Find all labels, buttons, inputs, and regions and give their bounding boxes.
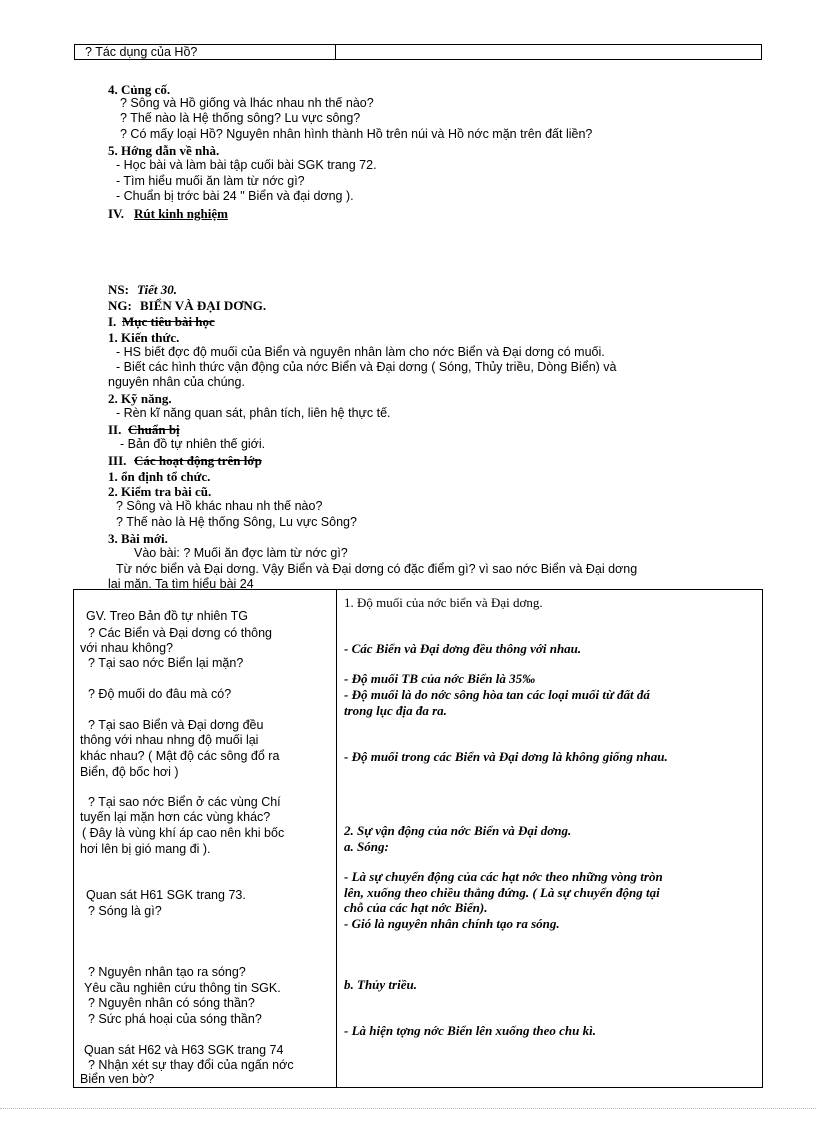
page-bottom-divider [0,1108,816,1109]
review-question-2: ? Thế nào là Hệ thống sông? Lu vực sông? [120,111,361,125]
table-right-line: - Độ muối là do nớc sông hòa tan các loại muối từ đất đá [344,687,650,702]
knowledge-item-2: - Biết các hình thức vận động của nớc Biển và Đại dơng ( Sóng, Thủy triều, Dòng Biển) và [116,360,617,374]
table-right-line: trong lục địa đa ra. [344,703,447,718]
objectives-title: Mục tiêu bài học [122,314,215,329]
homework-item-2: - Tìm hiểu muối ăn làm từ nớc gì? [116,174,305,188]
table-left-line: Biển, độ bốc hơi ) [80,765,179,779]
table-left-line: khác nhau? ( Mật độ các sông đổ ra [80,749,280,763]
prep-item-1: - Bản đồ tự nhiên thế giới. [120,437,266,451]
prep-label: II. [108,422,122,437]
knowledge-item-3: nguyên nhân của chúng. [108,375,245,389]
table-right-line: lên, xuống theo chiều thẳng đứng. ( Là sự chuyển động tại [344,885,660,900]
ns-value: Tiết 30. [137,282,177,297]
column-divider [336,590,337,1087]
activities-title: Các hoạt động trên lớp [134,453,262,468]
skills-item-1: - Rèn kĩ năng quan sát, phân tích, liên hệ thực tế. [116,406,391,420]
check-heading: 2. Kiểm tra bài cũ. [108,484,212,499]
table-right-line: - Độ muối TB của nớc Biển là 35‰ [344,671,536,686]
table-right-line: - Độ muối trong các Biển và Đại dơng là không giống nhau. [344,749,668,764]
table-right-heading: b. Thủy triều. [344,977,417,992]
table-right-heading: 1. Độ muối của nớc biển và Đại dơng. [344,595,543,610]
table-left-line: ? Sóng là gì? [88,904,162,918]
new-lesson-heading: 3. Bài mới. [108,531,168,546]
table-left-line: ? Tại sao nớc Biển ở các vùng Chí [88,795,281,809]
section-iv-label: IV. [108,206,125,221]
table-right-line: chỗ của các hạt nớc Biển). [344,900,488,915]
homework-item-1: - Học bài và làm bài tập cuối bài SGK trang 72. [116,158,377,172]
table-left-line: Quan sát H61 SGK trang 73. [86,888,246,902]
objectives-label: I. [108,314,117,329]
column-divider [335,45,336,59]
table-left-line: ? Nguyên nhân có sóng thần? [88,996,255,1010]
table-left-line: ? Độ muối do đâu mà có? [88,687,232,701]
table-left-line: ? Tại sao nớc Biển lại mặn? [88,656,244,670]
check-question-2: ? Thế nào là Hệ thống Sông, Lu vực Sông? [116,515,357,529]
prep-title: Chuẩn bị [128,422,180,437]
table-left-line: hơi lên bị gió mang đi ). [80,842,211,856]
table-right-line: - Các Biển và Đại dơng đều thông với nhau. [344,641,582,656]
table-left-line: tuyến lại mặn hơn các vùng khác? [80,810,271,824]
table-left-line: Yêu cầu nghiên cứu thông tin SGK. [84,981,281,995]
table-left-line: GV. Treo Bản đồ tự nhiên TG [86,609,248,623]
table-left-line: Biển ven bờ? [80,1072,155,1086]
table-left-line: ( Đây là vùng khí áp cao nên khi bốc [82,826,285,840]
table-right-line: - Gió là nguyên nhân chính tạo ra sóng. [344,916,560,931]
table-right-heading: a. Sóng: [344,839,389,854]
skills-heading: 2. Kỹ năng. [108,391,172,406]
review-question-1: ? Sông và Hồ giống và lhác nhau nh thế nào? [120,96,374,110]
stabilize-heading: 1. ổn định tổ chức. [108,469,211,484]
section-4-heading: 4. Củng cố. [108,82,171,97]
table-left-line: ? Tại sao Biển và Đại dơng đều [88,718,264,732]
homework-item-3: - Chuẩn bị trớc bài 24 " Biển và đại dơng ). [116,189,354,203]
knowledge-heading: 1. Kiến thức. [108,330,180,345]
check-question-1: ? Sông và Hồ khác nhau nh thế nào? [116,499,323,513]
table-right-heading: 2. Sự vận động của nớc Biển và Đại dơng. [344,823,572,838]
ns-label: NS: [108,282,129,297]
activities-label: III. [108,453,127,468]
intro-line-2: Từ nớc biển và Đại dơng. Vậy Biển và Đại dơng có đặc điểm gì? vì sao nớc Biển và Đại dơng [116,562,638,576]
review-question-3: ? Có mấy loại Hồ? Nguyên nhân hình thành Hồ trên núi và Hồ nớc mặn trên đất liền? [120,127,593,141]
lesson-table [73,589,763,1088]
table-left-line: Quan sát H62 và H63 SGK trang 74 [84,1043,284,1057]
table-left-line: thông với nhau nhng độ muối lại [80,733,259,747]
table-cell-left: ? Tác dụng của Hồ? [85,45,198,59]
table-left-line: ? Nhận xét sự thay đổi của ngấn nớc [88,1058,294,1072]
ng-label: NG: [108,298,132,313]
table-left-line: ? Các Biển và Đại dơng có thông [88,626,273,640]
intro-line-1: Vào bài: ? Muối ăn đợc làm từ nớc gì? [134,546,348,560]
table-left-line: ? Nguyên nhân tạo ra sóng? [88,965,246,979]
intro-line-3: lại mặn. Ta tìm hiểu bài 24 [108,577,254,591]
knowledge-item-1: - HS biết đợc độ muối của Biển và nguyên nhân làm cho nớc Biển và Đại dơng có muối. [116,345,605,359]
table-right-line: - Là hiện tợng nớc Biển lên xuống theo chu kì. [344,1023,596,1038]
table-left-line: ? Sức phá hoại của sóng thần? [88,1012,262,1026]
table-right-line: - Là sự chuyển động của các hạt nớc theo những vòng tròn [344,869,663,884]
section-5-heading: 5. Hớng dẫn về nhà. [108,143,220,158]
table-left-line: với nhau không? [80,641,173,655]
section-iv-title: Rút kinh nghiệm [134,206,228,221]
lesson-title: BIỂN VÀ ĐẠI DƠNG. [140,298,267,313]
previous-table-row [74,44,762,60]
